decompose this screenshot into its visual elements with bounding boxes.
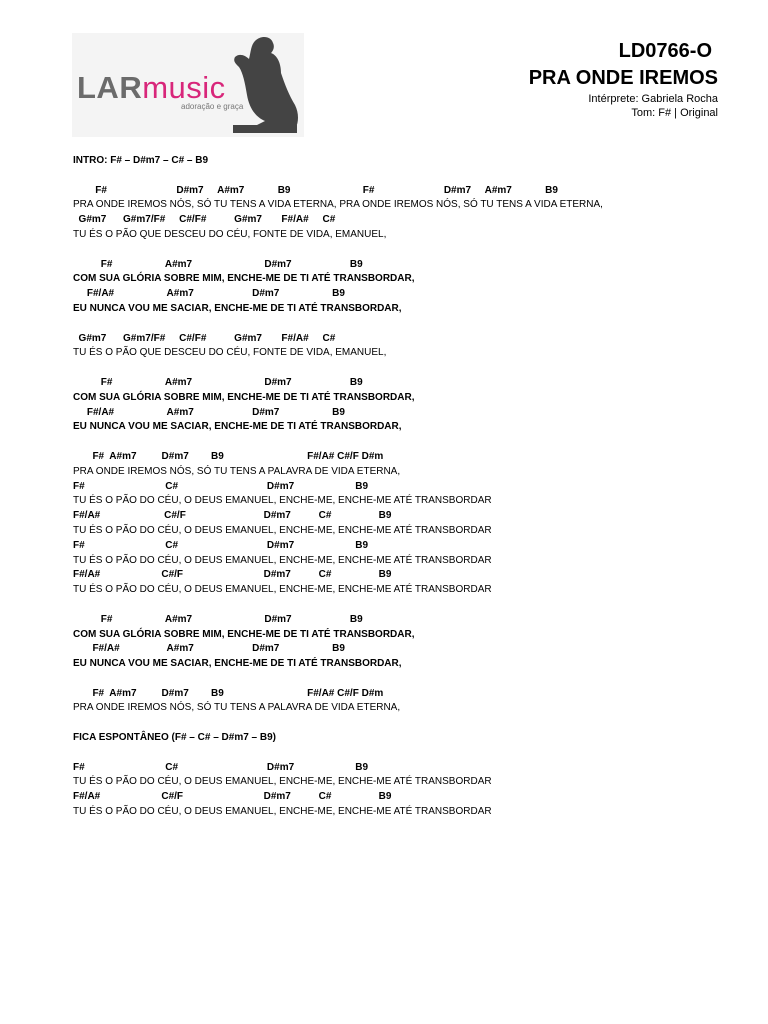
lyric-line: TU ÉS O PÃO DO CÉU, O DEUS EMANUEL, ENCHE-ME, ENCHE-ME ATÉ TRANSBORDAR (73, 495, 492, 507)
chord-line: F# C# D#m7 B9 (73, 539, 369, 551)
lyric-line: TU ÉS O PÃO DO CÉU, O DEUS EMANUEL, ENCHE-ME, ENCHE-ME ATÉ TRANSBORDAR (73, 806, 492, 818)
lyric-line: COM SUA GLÓRIA SOBRE MIM, ENCHE-ME DE TI ATÉ TRANSBORDAR, (73, 628, 415, 640)
spacer (73, 243, 733, 258)
brand-lar: LAR (77, 70, 143, 105)
chord-line: F# C# D#m7 B9 (73, 761, 369, 773)
lyric-line: EU NUNCA VOU ME SACIAR, ENCHE-ME DE TI ATÉ TRANSBORDAR, (73, 421, 402, 433)
lyric-line: TU ÉS O PÃO QUE DESCEU DO CÉU, FONTE DE VIDA, EMANUEL, (73, 347, 387, 359)
chord-line: G#m7 G#m7/F# C#/F# G#m7 F#/A# C# (73, 332, 336, 344)
chord-line: F# A#m7 D#m7 B9 (73, 613, 363, 625)
lyric-line: COM SUA GLÓRIA SOBRE MIM, ENCHE-ME DE TI ATÉ TRANSBORDAR, (73, 273, 415, 285)
song-header (529, 38, 718, 120)
chord-line: F#/A# C#/F D#m7 C# B9 (73, 510, 392, 522)
lyric-line: TU ÉS O PÃO DO CÉU, O DEUS EMANUEL, ENCHE-ME, ENCHE-ME ATÉ TRANSBORDAR (73, 554, 492, 566)
spacer (73, 169, 733, 184)
lyric-line: COM SUA GLÓRIA SOBRE MIM, ENCHE-ME DE TI ATÉ TRANSBORDAR, (73, 391, 415, 403)
chord-sheet (73, 154, 733, 820)
chord-line: F# A#m7 D#m7 B9 F#/A# C#/F D#m (73, 450, 384, 462)
song-key: Tom: F# | Original (631, 107, 718, 119)
chord-line: F#/A# A#m7 D#m7 B9 (73, 288, 345, 300)
chord-line: F# C# D#m7 B9 (73, 480, 369, 492)
song-code: LD0766-O (618, 40, 712, 62)
lyric-line: TU ÉS O PÃO DO CÉU, O DEUS EMANUEL, ENCHE-ME, ENCHE-ME ATÉ TRANSBORDAR (73, 584, 492, 596)
lyric-line: EU NUNCA VOU ME SACIAR, ENCHE-ME DE TI ATÉ TRANSBORDAR, (73, 302, 402, 314)
lyric-line: FICA ESPONTÂNEO (F# – C# – D#m7 – B9) (73, 732, 277, 744)
chord-line: F#/A# A#m7 D#m7 B9 (73, 643, 345, 655)
brand-tagline: adoração e graça (181, 102, 244, 111)
spacer (73, 746, 733, 761)
spacer (73, 317, 733, 332)
chord-line: F# A#m7 D#m7 B9 (73, 376, 363, 388)
performer: Intérprete: Gabriela Rocha (588, 93, 718, 105)
chord-line: F# A#m7 D#m7 B9 F#/A# C#/F D#m (73, 687, 384, 699)
brand-music: music (142, 70, 226, 105)
spacer (73, 716, 733, 731)
chord-line: G#m7 G#m7/F# C#/F# G#m7 F#/A# C# (73, 214, 336, 226)
chord-line: F# D#m7 A#m7 B9 F# D#m7 A#m7 B9 (73, 184, 558, 196)
spacer (73, 435, 733, 450)
kneeling-figure-logo (225, 33, 307, 137)
chord-line: F#/A# C#/F D#m7 C# B9 (73, 791, 392, 803)
chord-line: F#/A# C#/F D#m7 C# B9 (73, 569, 392, 581)
chord-line: F#/A# A#m7 D#m7 B9 (73, 406, 345, 418)
spacer (73, 361, 733, 376)
chord-line: F# A#m7 D#m7 B9 (73, 258, 363, 270)
lyric-line: TU ÉS O PÃO DO CÉU, O DEUS EMANUEL, ENCHE-ME, ENCHE-ME ATÉ TRANSBORDAR (73, 776, 492, 788)
spacer (73, 672, 733, 687)
intro-line: INTRO: F# – D#m7 – C# – B9 (73, 155, 209, 166)
lyric-line: PRA ONDE IREMOS NÓS, SÓ TU TENS A PALAVRA DE VIDA ETERNA, (73, 465, 401, 477)
song-title: PRA ONDE IREMOS (528, 67, 718, 89)
lyric-line: PRA ONDE IREMOS NÓS, SÓ TU TENS A VIDA ETERNA, PRA ONDE IREMOS NÓS, SÓ TU TENS A VIDA ETERNA, (73, 199, 603, 211)
brand-logo (77, 72, 226, 103)
spacer (73, 598, 733, 613)
lyric-line: EU NUNCA VOU ME SACIAR, ENCHE-ME DE TI ATÉ TRANSBORDAR, (73, 658, 402, 670)
lyric-line: PRA ONDE IREMOS NÓS, SÓ TU TENS A PALAVRA DE VIDA ETERNA, (73, 702, 401, 714)
lyric-line: TU ÉS O PÃO QUE DESCEU DO CÉU, FONTE DE VIDA, EMANUEL, (73, 228, 387, 240)
lyric-line: TU ÉS O PÃO DO CÉU, O DEUS EMANUEL, ENCHE-ME, ENCHE-ME ATÉ TRANSBORDAR (73, 524, 492, 536)
